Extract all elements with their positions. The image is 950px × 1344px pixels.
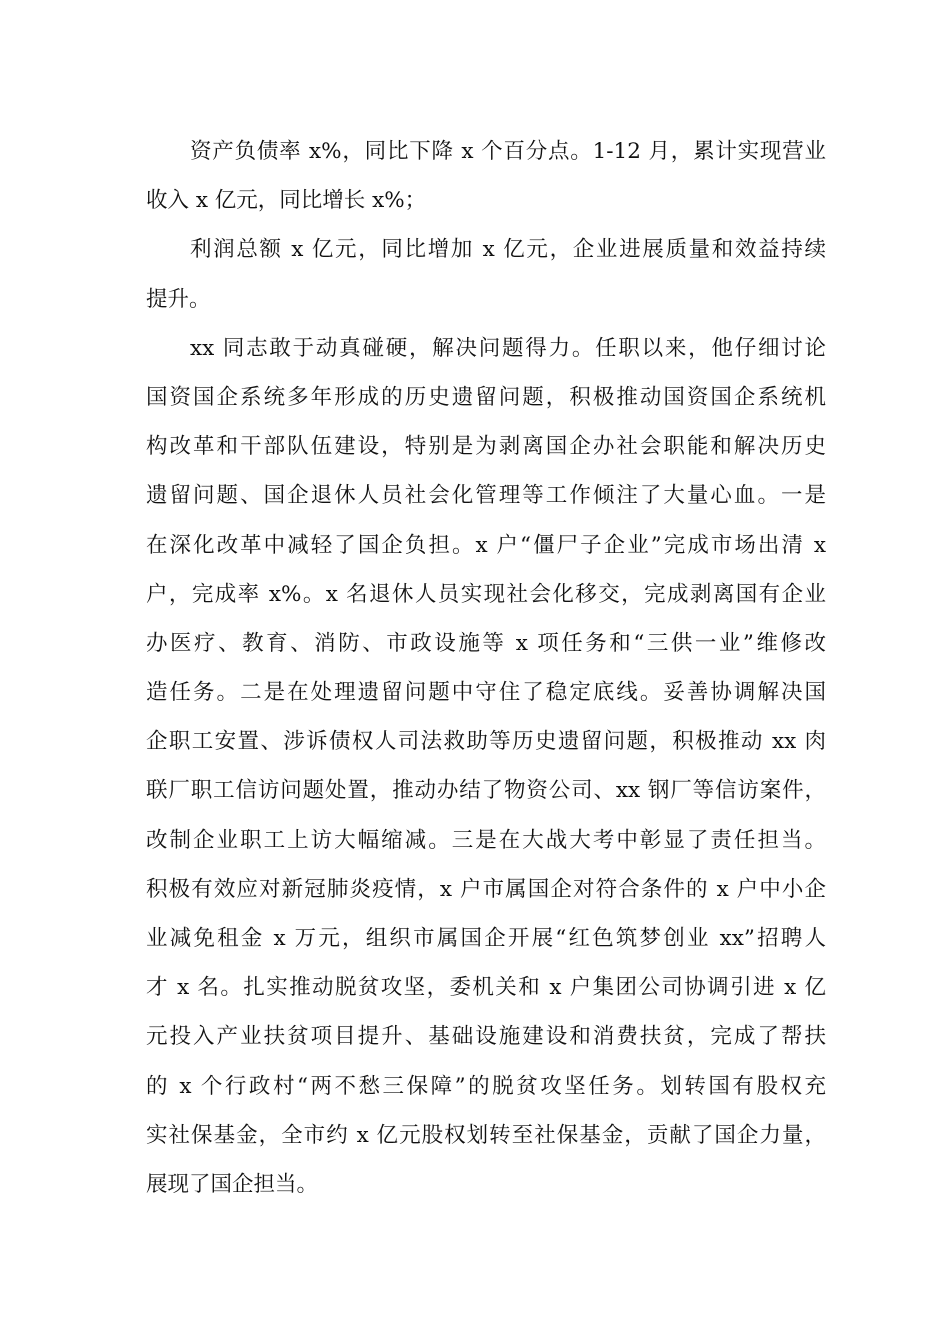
text-line: 利润总额 x 亿元，同比增加 x 亿元，企业进展质量和效益持续: [190, 237, 826, 263]
text-line: 收入 x 亿元，同比增长 x%；: [146, 188, 427, 214]
text-line: 才 x 名。扎实推动脱贫攻坚，委机关和 x 户集团公司协调引进 x 亿: [146, 975, 826, 1001]
text-line: 资产负债率 x%，同比下降 x 个百分点。1-12 月，累计实现营业: [190, 139, 826, 164]
text-line: 提升。: [146, 286, 211, 312]
text-line: 遗留问题、国企退休人员社会化管理等工作倾注了大量心血。一是: [146, 483, 826, 509]
text-line: 企职工安置、涉诉债权人司法救助等历史遗留问题，积极推动 xx 肉: [146, 729, 826, 755]
text-line: 展现了国企担当。: [146, 1171, 319, 1197]
paragraph-problem-solving: [146, 329, 826, 1214]
text-line: 户，完成率 x%。x 名退休人员实现社会化移交，完成剥离国有企业: [146, 581, 826, 607]
text-line: 实社保基金，全市约 x 亿元股权划转至社保基金，贡献了国企力量，: [146, 1122, 826, 1148]
text-line: xx 同志敢于动真碰硬，解决问题得力。任职以来，他仔细讨论: [190, 335, 826, 361]
text-line: 的 x 个行政村“两不愁三保障”的脱贫攻坚任务。划转国有股权充: [146, 1073, 826, 1099]
text-line: 积极有效应对新冠肺炎疫情，x 户市属国企对符合条件的 x 户中小企: [146, 876, 826, 902]
text-line: 改制企业职工上访大幅缩减。三是在大战大考中彰显了责任担当。: [146, 827, 826, 853]
paragraph-financial-ratio: [146, 132, 826, 230]
text-line: 联厂职工信访问题处置，推动办结了物资公司、xx 钢厂等信访案件，: [146, 778, 826, 804]
text-line: 在深化改革中减轻了国企负担。x 户“僵尸子企业”完成市场出清 x: [146, 532, 826, 558]
text-line: 业减免租金 x 万元，组织市属国企开展“红色筑梦创业 xx”招聘人: [146, 926, 826, 951]
text-line: 办医疗、教育、消防、市政设施等 x 项任务和“三供一业”维修改: [146, 630, 826, 656]
paragraph-profit: [146, 230, 826, 328]
text-line: 国资国企系统多年形成的历史遗留问题，积极推动国资国企系统机: [146, 384, 826, 410]
text-line: 造任务。二是在处理遗留问题中守住了稳定底线。妥善协调解决国: [146, 680, 826, 706]
document-body: [146, 132, 826, 1214]
text-line: 构改革和干部队伍建设，特别是为剥离国企办社会职能和解决历史: [146, 434, 826, 460]
text-line: 元投入产业扶贫项目提升、基础设施建设和消费扶贫，完成了帮扶: [146, 1024, 826, 1050]
